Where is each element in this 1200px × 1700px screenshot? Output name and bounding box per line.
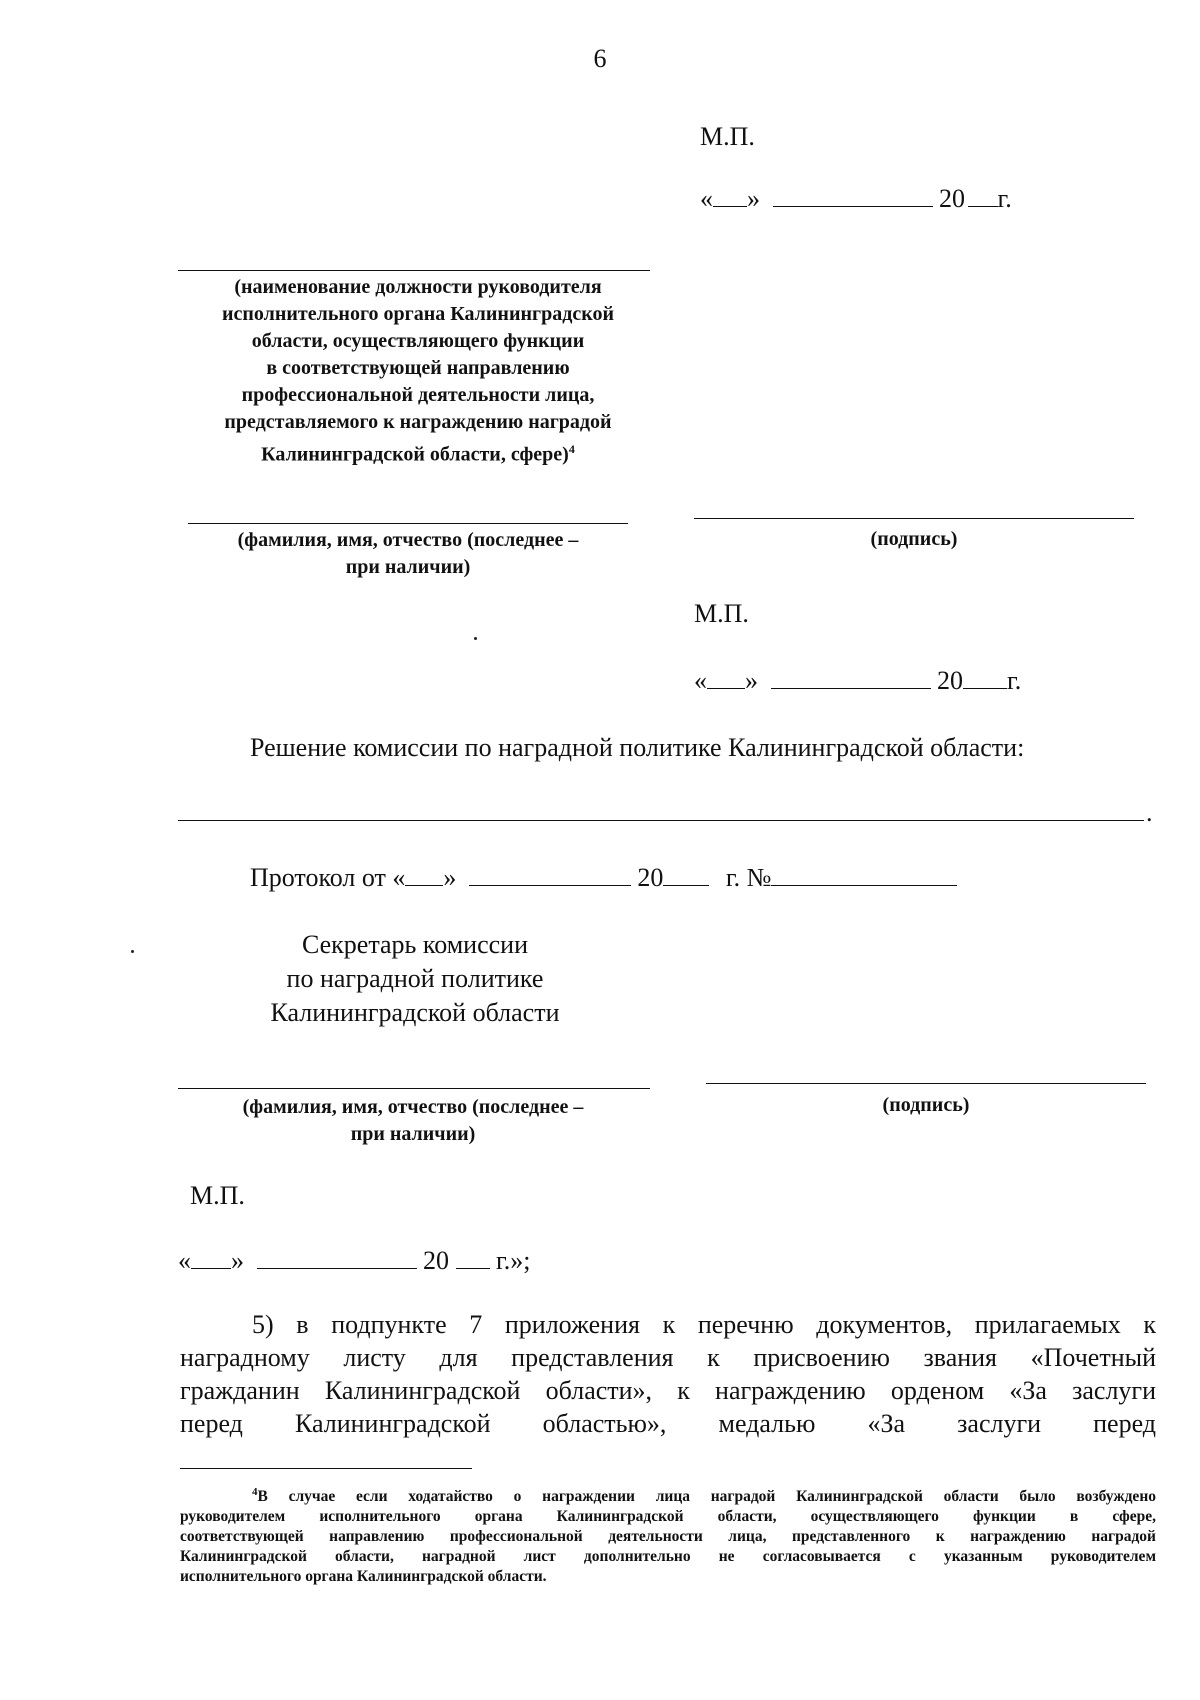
day-blank xyxy=(707,687,745,689)
position-caption-line: профессиональной деятельности лица, xyxy=(241,384,595,406)
date-line-2 xyxy=(694,668,1021,694)
year-suffix: г. xyxy=(997,184,1012,213)
secretary-title xyxy=(250,928,580,1030)
signature-line-2 xyxy=(706,1083,1146,1084)
page-number: 6 xyxy=(593,44,607,73)
year-blank xyxy=(968,205,998,207)
paragraph-line: перед Калининградской областью», медалью «За заслуги перед xyxy=(180,1409,1156,1438)
year-prefix: 20 xyxy=(423,1246,449,1275)
decision-line-end: . xyxy=(1146,798,1153,827)
fio-line-2 xyxy=(178,1088,650,1089)
position-caption-line: в соответствующей направлению xyxy=(266,357,570,379)
footnote-line: соответствующей направлению профессиональной деятельности лица, представленного к награждению наградой xyxy=(180,1528,1156,1546)
footnote-line: руководителем исполнительного органа Калининградской области, осуществляющего функции в сфере, xyxy=(180,1508,1156,1526)
scan-speck xyxy=(131,950,134,953)
date-line-3 xyxy=(178,1248,530,1274)
month-blank xyxy=(257,1267,417,1269)
year-blank xyxy=(663,884,709,886)
signature-caption-2: (подпись) xyxy=(882,1094,970,1116)
secretary-line: по наградной политике xyxy=(286,964,544,993)
paragraph-line: 5) в подпункте 7 приложения к перечню документов, прилагаемых к xyxy=(252,1310,1156,1339)
position-line xyxy=(178,270,650,271)
date-line-1 xyxy=(700,186,1012,212)
month-blank xyxy=(773,205,933,207)
protocol-number-label: г. № xyxy=(725,863,772,892)
day-blank xyxy=(405,884,443,886)
position-caption-line: (наименование должности руководителя xyxy=(234,276,602,298)
year-prefix: 20 xyxy=(637,863,664,892)
footnote xyxy=(180,1482,1156,1587)
signature-line-1 xyxy=(694,518,1134,519)
fio-caption-line: (фамилия, имя, отчество (последнее – xyxy=(237,529,579,551)
month-blank xyxy=(469,884,631,886)
day-blank xyxy=(713,205,747,207)
year-blank xyxy=(963,687,1007,689)
decision-heading: Решение комиссии по наградной политике Калининградской области: xyxy=(250,733,1025,762)
protocol-number-blank xyxy=(771,884,957,886)
signature-caption-1: (подпись) xyxy=(870,528,958,550)
paragraph-line: наградному листу для представления к присвоению звания «Почетный xyxy=(180,1343,1156,1372)
scan-speck xyxy=(474,637,477,640)
fio-caption-line: при наличии) xyxy=(350,1123,476,1145)
date-open-quote: « xyxy=(178,1246,191,1275)
position-caption xyxy=(168,274,668,469)
day-blank xyxy=(191,1267,231,1269)
stamp-place-label-3: М.П. xyxy=(190,1181,245,1210)
position-caption-line: области, осуществляющего функции xyxy=(251,330,585,352)
paragraph-5 xyxy=(180,1308,1156,1440)
stamp-place-label: М.П. xyxy=(700,122,755,151)
footnote-line: исполнительного органа Калининградской области. xyxy=(180,1568,547,1586)
date-close-quote: » xyxy=(443,863,457,892)
fio-caption-2 xyxy=(178,1094,648,1148)
stamp-place-label-2: М.П. xyxy=(694,599,749,628)
date-open-quote: « xyxy=(694,666,707,695)
position-caption-line: исполнительного органа Калининградской xyxy=(222,303,614,325)
decision-line xyxy=(178,820,1144,821)
year-blank xyxy=(456,1267,490,1269)
secretary-line: Секретарь комиссии xyxy=(301,930,529,959)
date-close-quote: » xyxy=(231,1246,244,1275)
fio-caption-1 xyxy=(178,527,638,581)
position-caption-line: Калининградской области, сфере)$^4$ xyxy=(261,442,575,466)
protocol-line xyxy=(250,865,957,891)
month-blank xyxy=(771,687,931,689)
date-close-quote: » xyxy=(745,666,758,695)
protocol-label: Протокол от « xyxy=(250,863,406,892)
fio-caption-line: при наличии) xyxy=(345,556,471,578)
year-suffix: г. xyxy=(1007,666,1022,695)
footnote-mark: 4 xyxy=(252,1486,258,1498)
position-caption-line: представляемого к награждению наградой xyxy=(224,411,612,433)
year-prefix: 20 xyxy=(937,666,963,695)
date-open-quote: « xyxy=(700,184,713,213)
footnote-line: Калининградской области, наградной лист дополнительно не согласовывается с указанным руководителем xyxy=(180,1548,1156,1566)
footnote-line: $^4$В случае если ходатайство о награждении лица наградой Калининградской области было возбуждено xyxy=(252,1486,1156,1506)
footnote-reference: 4 xyxy=(568,442,575,456)
date-close-quote: » xyxy=(747,184,760,213)
year-prefix: 20 xyxy=(939,184,965,213)
year-suffix: г.»; xyxy=(496,1246,531,1275)
footnote-separator xyxy=(180,1468,472,1469)
secretary-line: Калининградской области xyxy=(270,998,560,1027)
fio-line-1 xyxy=(188,523,628,524)
paragraph-line: гражданин Калининградской области», к награждению орденом «За заслуги xyxy=(180,1376,1156,1405)
fio-caption-line: (фамилия, имя, отчество (последнее – xyxy=(242,1096,584,1118)
